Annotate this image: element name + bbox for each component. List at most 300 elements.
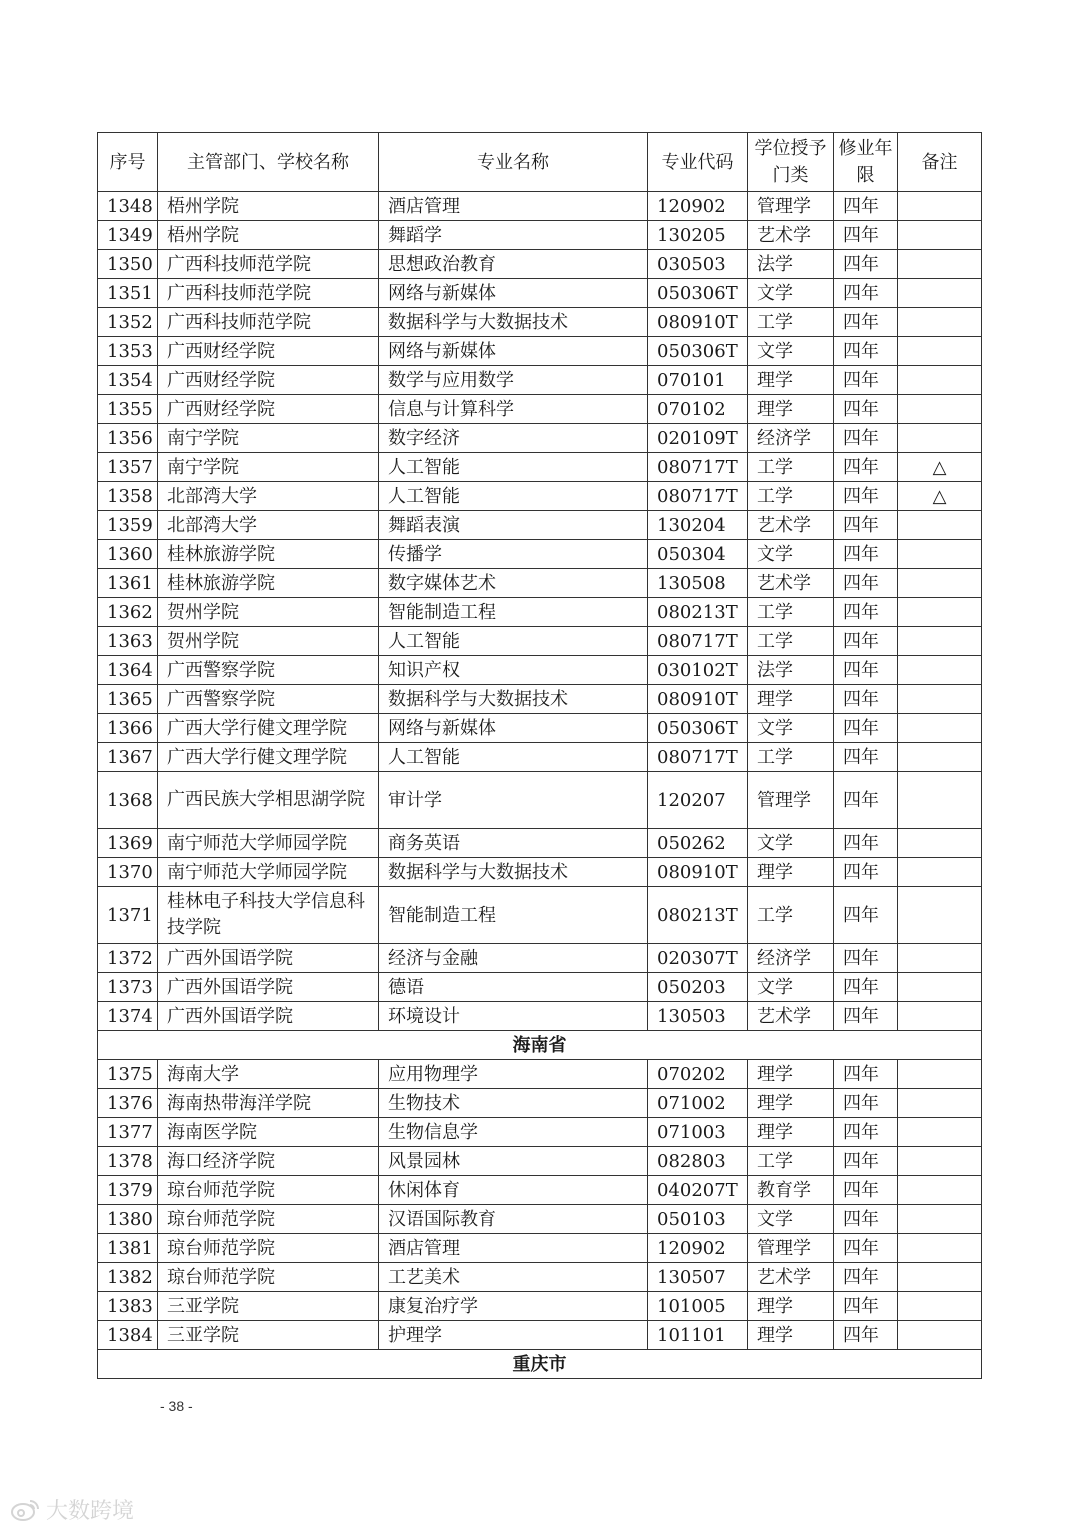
- cell-seq: 1349: [98, 221, 158, 250]
- table-row: [98, 1147, 982, 1176]
- cell-school: 北部湾大学: [158, 482, 379, 511]
- cell-seq: 1362: [98, 598, 158, 627]
- cell-note: [898, 1176, 982, 1205]
- cell-code: 130205: [648, 221, 748, 250]
- section-row-hainan: [98, 1031, 982, 1060]
- table-row: [98, 395, 982, 424]
- cell-years: 四年: [834, 482, 898, 511]
- cell-note: [898, 858, 982, 887]
- cell-years: 四年: [834, 714, 898, 743]
- cell-years: 四年: [834, 308, 898, 337]
- cell-seq: 1350: [98, 250, 158, 279]
- cell-years: 四年: [834, 1176, 898, 1205]
- cell-major: 康复治疗学: [379, 1292, 648, 1321]
- table-row: [98, 250, 982, 279]
- cell-years: 四年: [834, 337, 898, 366]
- cell-years: 四年: [834, 569, 898, 598]
- cell-seq: 1380: [98, 1205, 158, 1234]
- cell-major: 应用物理学: [379, 1060, 648, 1089]
- cell-note: [898, 772, 982, 829]
- table-row: [98, 627, 982, 656]
- cell-seq: 1363: [98, 627, 158, 656]
- cell-code: 101005: [648, 1292, 748, 1321]
- cell-school: 广西外国语学院: [158, 1002, 379, 1031]
- cell-school: 广西科技师范学院: [158, 250, 379, 279]
- cell-degree: 理学: [748, 685, 834, 714]
- cell-code: 080213T: [648, 887, 748, 944]
- cell-major: 数据科学与大数据技术: [379, 308, 648, 337]
- cell-school: 梧州学院: [158, 221, 379, 250]
- cell-major: 德语: [379, 973, 648, 1002]
- cell-major: 风景园林: [379, 1147, 648, 1176]
- cell-school: 琼台师范学院: [158, 1263, 379, 1292]
- cell-years: 四年: [834, 743, 898, 772]
- cell-degree: 艺术学: [748, 569, 834, 598]
- cell-code: 080910T: [648, 685, 748, 714]
- cell-major: 人工智能: [379, 482, 648, 511]
- cell-degree: 艺术学: [748, 1002, 834, 1031]
- cell-major: 环境设计: [379, 1002, 648, 1031]
- cell-note: △: [898, 482, 982, 511]
- cell-seq: 1376: [98, 1089, 158, 1118]
- cell-degree: 经济学: [748, 424, 834, 453]
- table-row: [98, 453, 982, 482]
- cell-major: 酒店管理: [379, 192, 648, 221]
- cell-note: △: [898, 453, 982, 482]
- cell-degree: 法学: [748, 656, 834, 685]
- cell-school: 海口经济学院: [158, 1147, 379, 1176]
- weibo-logo-icon: [10, 1498, 40, 1522]
- cell-years: 四年: [834, 829, 898, 858]
- cell-note: [898, 221, 982, 250]
- cell-years: 四年: [834, 1002, 898, 1031]
- cell-years: 四年: [834, 540, 898, 569]
- table-row: [98, 482, 982, 511]
- cell-years: 四年: [834, 366, 898, 395]
- header-major: 专业名称: [379, 133, 648, 192]
- table-row: [98, 1234, 982, 1263]
- cell-note: [898, 569, 982, 598]
- cell-note: [898, 714, 982, 743]
- cell-school: 广西警察学院: [158, 656, 379, 685]
- admissions-table: [97, 132, 982, 1379]
- cell-note: [898, 540, 982, 569]
- cell-note: [898, 395, 982, 424]
- cell-school: 海南大学: [158, 1060, 379, 1089]
- cell-major: 商务英语: [379, 829, 648, 858]
- cell-major: 经济与金融: [379, 944, 648, 973]
- cell-seq: 1359: [98, 511, 158, 540]
- cell-seq: 1372: [98, 944, 158, 973]
- table-row: [98, 540, 982, 569]
- cell-code: 040207T: [648, 1176, 748, 1205]
- cell-school: 桂林旅游学院: [158, 569, 379, 598]
- cell-years: 四年: [834, 424, 898, 453]
- cell-school: 广西大学行健文理学院: [158, 714, 379, 743]
- cell-major: 审计学: [379, 772, 648, 829]
- cell-seq: 1366: [98, 714, 158, 743]
- cell-school: 贺州学院: [158, 598, 379, 627]
- cell-major: 汉语国际教育: [379, 1205, 648, 1234]
- cell-code: 080717T: [648, 482, 748, 511]
- cell-years: 四年: [834, 1321, 898, 1350]
- cell-degree: 工学: [748, 743, 834, 772]
- cell-degree: 工学: [748, 482, 834, 511]
- cell-major: 人工智能: [379, 453, 648, 482]
- table-row: [98, 685, 982, 714]
- section-title-chongqing: 重庆市: [98, 1350, 982, 1379]
- table-row: [98, 858, 982, 887]
- cell-degree: 文学: [748, 540, 834, 569]
- table-row: [98, 1321, 982, 1350]
- cell-major: 舞蹈表演: [379, 511, 648, 540]
- cell-degree: 工学: [748, 1147, 834, 1176]
- cell-seq: 1352: [98, 308, 158, 337]
- cell-seq: 1369: [98, 829, 158, 858]
- cell-degree: 文学: [748, 279, 834, 308]
- cell-years: 四年: [834, 858, 898, 887]
- table-row: [98, 1089, 982, 1118]
- cell-code: 080910T: [648, 308, 748, 337]
- table-row: [98, 887, 982, 944]
- table-row: [98, 511, 982, 540]
- cell-seq: 1357: [98, 453, 158, 482]
- cell-code: 130508: [648, 569, 748, 598]
- cell-degree: 理学: [748, 1321, 834, 1350]
- cell-years: 四年: [834, 1089, 898, 1118]
- cell-note: [898, 1234, 982, 1263]
- cell-school: 广西科技师范学院: [158, 279, 379, 308]
- table-row: [98, 714, 982, 743]
- cell-school: 三亚学院: [158, 1321, 379, 1350]
- cell-school: 三亚学院: [158, 1292, 379, 1321]
- cell-seq: 1351: [98, 279, 158, 308]
- cell-degree: 理学: [748, 1118, 834, 1147]
- cell-note: [898, 1292, 982, 1321]
- header-code: 专业代码: [648, 133, 748, 192]
- cell-note: [898, 1147, 982, 1176]
- cell-years: 四年: [834, 1234, 898, 1263]
- cell-degree: 管理学: [748, 772, 834, 829]
- cell-degree: 工学: [748, 887, 834, 944]
- cell-note: [898, 656, 982, 685]
- cell-school: 琼台师范学院: [158, 1234, 379, 1263]
- cell-seq: 1384: [98, 1321, 158, 1350]
- cell-code: 120902: [648, 192, 748, 221]
- section-row-chongqing: [98, 1350, 982, 1379]
- table-row: [98, 1060, 982, 1089]
- cell-seq: 1371: [98, 887, 158, 944]
- table-row: [98, 221, 982, 250]
- table-row: [98, 279, 982, 308]
- table-row: [98, 772, 982, 829]
- cell-code: 020109T: [648, 424, 748, 453]
- cell-years: 四年: [834, 192, 898, 221]
- cell-major: 休闲体育: [379, 1176, 648, 1205]
- table-row: [98, 598, 982, 627]
- cell-school: 梧州学院: [158, 192, 379, 221]
- cell-seq: 1373: [98, 973, 158, 1002]
- cell-years: 四年: [834, 973, 898, 1002]
- cell-code: 071003: [648, 1118, 748, 1147]
- table-body-guangxi: [98, 192, 982, 1031]
- cell-note: [898, 511, 982, 540]
- cell-note: [898, 743, 982, 772]
- cell-code: 120902: [648, 1234, 748, 1263]
- cell-degree: 文学: [748, 1205, 834, 1234]
- cell-degree: 理学: [748, 858, 834, 887]
- table-row: [98, 192, 982, 221]
- cell-major: 酒店管理: [379, 1234, 648, 1263]
- cell-degree: 艺术学: [748, 1263, 834, 1292]
- cell-years: 四年: [834, 656, 898, 685]
- cell-seq: 1356: [98, 424, 158, 453]
- cell-major: 数字经济: [379, 424, 648, 453]
- cell-code: 070101: [648, 366, 748, 395]
- cell-note: [898, 192, 982, 221]
- cell-code: 070202: [648, 1060, 748, 1089]
- cell-degree: 管理学: [748, 192, 834, 221]
- table-body-hainan: [98, 1060, 982, 1350]
- table-row: [98, 337, 982, 366]
- cell-years: 四年: [834, 772, 898, 829]
- cell-major: 工艺美术: [379, 1263, 648, 1292]
- cell-code: 050203: [648, 973, 748, 1002]
- cell-school: 广西财经学院: [158, 366, 379, 395]
- cell-degree: 工学: [748, 598, 834, 627]
- cell-school: 琼台师范学院: [158, 1205, 379, 1234]
- cell-years: 四年: [834, 1263, 898, 1292]
- cell-degree: 理学: [748, 395, 834, 424]
- cell-school: 南宁学院: [158, 453, 379, 482]
- cell-code: 070102: [648, 395, 748, 424]
- table-row: [98, 308, 982, 337]
- cell-school: 广西外国语学院: [158, 973, 379, 1002]
- cell-code: 050306T: [648, 714, 748, 743]
- cell-seq: 1374: [98, 1002, 158, 1031]
- cell-degree: 文学: [748, 829, 834, 858]
- cell-code: 080910T: [648, 858, 748, 887]
- cell-seq: 1377: [98, 1118, 158, 1147]
- cell-code: 050262: [648, 829, 748, 858]
- cell-seq: 1368: [98, 772, 158, 829]
- cell-degree: 工学: [748, 308, 834, 337]
- header-seq: 序号: [98, 133, 158, 192]
- cell-degree: 文学: [748, 714, 834, 743]
- cell-code: 080717T: [648, 627, 748, 656]
- cell-note: [898, 279, 982, 308]
- cell-school: 广西大学行健文理学院: [158, 743, 379, 772]
- cell-years: 四年: [834, 627, 898, 656]
- cell-code: 080717T: [648, 743, 748, 772]
- cell-years: 四年: [834, 221, 898, 250]
- cell-school: 南宁师范大学师园学院: [158, 829, 379, 858]
- cell-degree: 经济学: [748, 944, 834, 973]
- cell-degree: 理学: [748, 1089, 834, 1118]
- cell-note: [898, 973, 982, 1002]
- cell-code: 080213T: [648, 598, 748, 627]
- cell-note: [898, 887, 982, 944]
- cell-school: 海南热带海洋学院: [158, 1089, 379, 1118]
- watermark: [10, 1494, 134, 1525]
- cell-note: [898, 829, 982, 858]
- header-note: 备注: [898, 133, 982, 192]
- cell-school: 贺州学院: [158, 627, 379, 656]
- cell-years: 四年: [834, 1060, 898, 1089]
- cell-degree: 法学: [748, 250, 834, 279]
- cell-major: 数据科学与大数据技术: [379, 858, 648, 887]
- cell-degree: 理学: [748, 1060, 834, 1089]
- cell-seq: 1348: [98, 192, 158, 221]
- cell-degree: 艺术学: [748, 221, 834, 250]
- cell-years: 四年: [834, 598, 898, 627]
- cell-note: [898, 250, 982, 279]
- table-row: [98, 743, 982, 772]
- cell-code: 050306T: [648, 279, 748, 308]
- cell-note: [898, 1060, 982, 1089]
- cell-major: 人工智能: [379, 627, 648, 656]
- cell-seq: 1381: [98, 1234, 158, 1263]
- cell-code: 030503: [648, 250, 748, 279]
- cell-major: 网络与新媒体: [379, 337, 648, 366]
- cell-school: 广西民族大学相思湖学院: [158, 772, 379, 829]
- cell-school: 广西财经学院: [158, 395, 379, 424]
- header-row: [98, 133, 982, 192]
- cell-years: 四年: [834, 685, 898, 714]
- header-degree: 学位授予门类: [748, 133, 834, 192]
- cell-major: 护理学: [379, 1321, 648, 1350]
- watermark-text: 大数跨境: [46, 1499, 135, 1524]
- cell-degree: 艺术学: [748, 511, 834, 540]
- cell-school: 海南医学院: [158, 1118, 379, 1147]
- cell-seq: 1370: [98, 858, 158, 887]
- cell-major: 网络与新媒体: [379, 279, 648, 308]
- cell-degree: 管理学: [748, 1234, 834, 1263]
- cell-code: 050103: [648, 1205, 748, 1234]
- cell-years: 四年: [834, 1292, 898, 1321]
- cell-note: [898, 944, 982, 973]
- cell-seq: 1353: [98, 337, 158, 366]
- cell-years: 四年: [834, 395, 898, 424]
- table-row: [98, 1176, 982, 1205]
- header-school: 主管部门、学校名称: [158, 133, 379, 192]
- cell-major: 知识产权: [379, 656, 648, 685]
- cell-seq: 1364: [98, 656, 158, 685]
- cell-code: 050306T: [648, 337, 748, 366]
- table-row: [98, 944, 982, 973]
- cell-code: 101101: [648, 1321, 748, 1350]
- cell-seq: 1382: [98, 1263, 158, 1292]
- table-row: [98, 656, 982, 685]
- cell-major: 数字媒体艺术: [379, 569, 648, 598]
- cell-seq: 1383: [98, 1292, 158, 1321]
- table-row: [98, 1002, 982, 1031]
- cell-major: 舞蹈学: [379, 221, 648, 250]
- table-row: [98, 569, 982, 598]
- cell-school: 广西警察学院: [158, 685, 379, 714]
- table-row: [98, 366, 982, 395]
- cell-years: 四年: [834, 1118, 898, 1147]
- cell-code: 082803: [648, 1147, 748, 1176]
- table-row: [98, 1292, 982, 1321]
- section-title-hainan: 海南省: [98, 1031, 982, 1060]
- cell-seq: 1360: [98, 540, 158, 569]
- cell-note: [898, 337, 982, 366]
- table-row: [98, 1263, 982, 1292]
- cell-years: 四年: [834, 1205, 898, 1234]
- cell-school: 广西财经学院: [158, 337, 379, 366]
- cell-code: 120207: [648, 772, 748, 829]
- cell-years: 四年: [834, 250, 898, 279]
- cell-degree: 教育学: [748, 1176, 834, 1205]
- table-row: [98, 829, 982, 858]
- table-row: [98, 424, 982, 453]
- cell-seq: 1355: [98, 395, 158, 424]
- cell-years: 四年: [834, 511, 898, 540]
- cell-note: [898, 366, 982, 395]
- cell-code: 050304: [648, 540, 748, 569]
- cell-note: [898, 627, 982, 656]
- cell-code: 130204: [648, 511, 748, 540]
- cell-major: 信息与计算科学: [379, 395, 648, 424]
- cell-seq: 1378: [98, 1147, 158, 1176]
- cell-school: 桂林电子科技大学信息科技学院: [158, 887, 379, 944]
- cell-code: 130503: [648, 1002, 748, 1031]
- cell-years: 四年: [834, 1147, 898, 1176]
- cell-note: [898, 1205, 982, 1234]
- cell-seq: 1365: [98, 685, 158, 714]
- cell-note: [898, 424, 982, 453]
- cell-seq: 1361: [98, 569, 158, 598]
- cell-degree: 理学: [748, 366, 834, 395]
- cell-note: [898, 1321, 982, 1350]
- table-row: [98, 1118, 982, 1147]
- cell-note: [898, 1089, 982, 1118]
- cell-major: 智能制造工程: [379, 598, 648, 627]
- cell-note: [898, 685, 982, 714]
- table-row: [98, 973, 982, 1002]
- cell-school: 琼台师范学院: [158, 1176, 379, 1205]
- cell-major: 传播学: [379, 540, 648, 569]
- header-years: 修业年限: [834, 133, 898, 192]
- cell-degree: 文学: [748, 973, 834, 1002]
- cell-school: 北部湾大学: [158, 511, 379, 540]
- cell-years: 四年: [834, 887, 898, 944]
- cell-seq: 1375: [98, 1060, 158, 1089]
- cell-seq: 1379: [98, 1176, 158, 1205]
- cell-degree: 工学: [748, 627, 834, 656]
- cell-note: [898, 1002, 982, 1031]
- cell-major: 生物信息学: [379, 1118, 648, 1147]
- cell-major: 数据科学与大数据技术: [379, 685, 648, 714]
- cell-code: 080717T: [648, 453, 748, 482]
- cell-years: 四年: [834, 453, 898, 482]
- cell-degree: 文学: [748, 337, 834, 366]
- cell-major: 生物技术: [379, 1089, 648, 1118]
- cell-school: 南宁学院: [158, 424, 379, 453]
- cell-school: 桂林旅游学院: [158, 540, 379, 569]
- cell-major: 智能制造工程: [379, 887, 648, 944]
- cell-code: 030102T: [648, 656, 748, 685]
- cell-years: 四年: [834, 944, 898, 973]
- cell-school: 南宁师范大学师园学院: [158, 858, 379, 887]
- cell-years: 四年: [834, 279, 898, 308]
- cell-major: 思想政治教育: [379, 250, 648, 279]
- table-row: [98, 1205, 982, 1234]
- cell-seq: 1358: [98, 482, 158, 511]
- cell-note: [898, 598, 982, 627]
- cell-major: 人工智能: [379, 743, 648, 772]
